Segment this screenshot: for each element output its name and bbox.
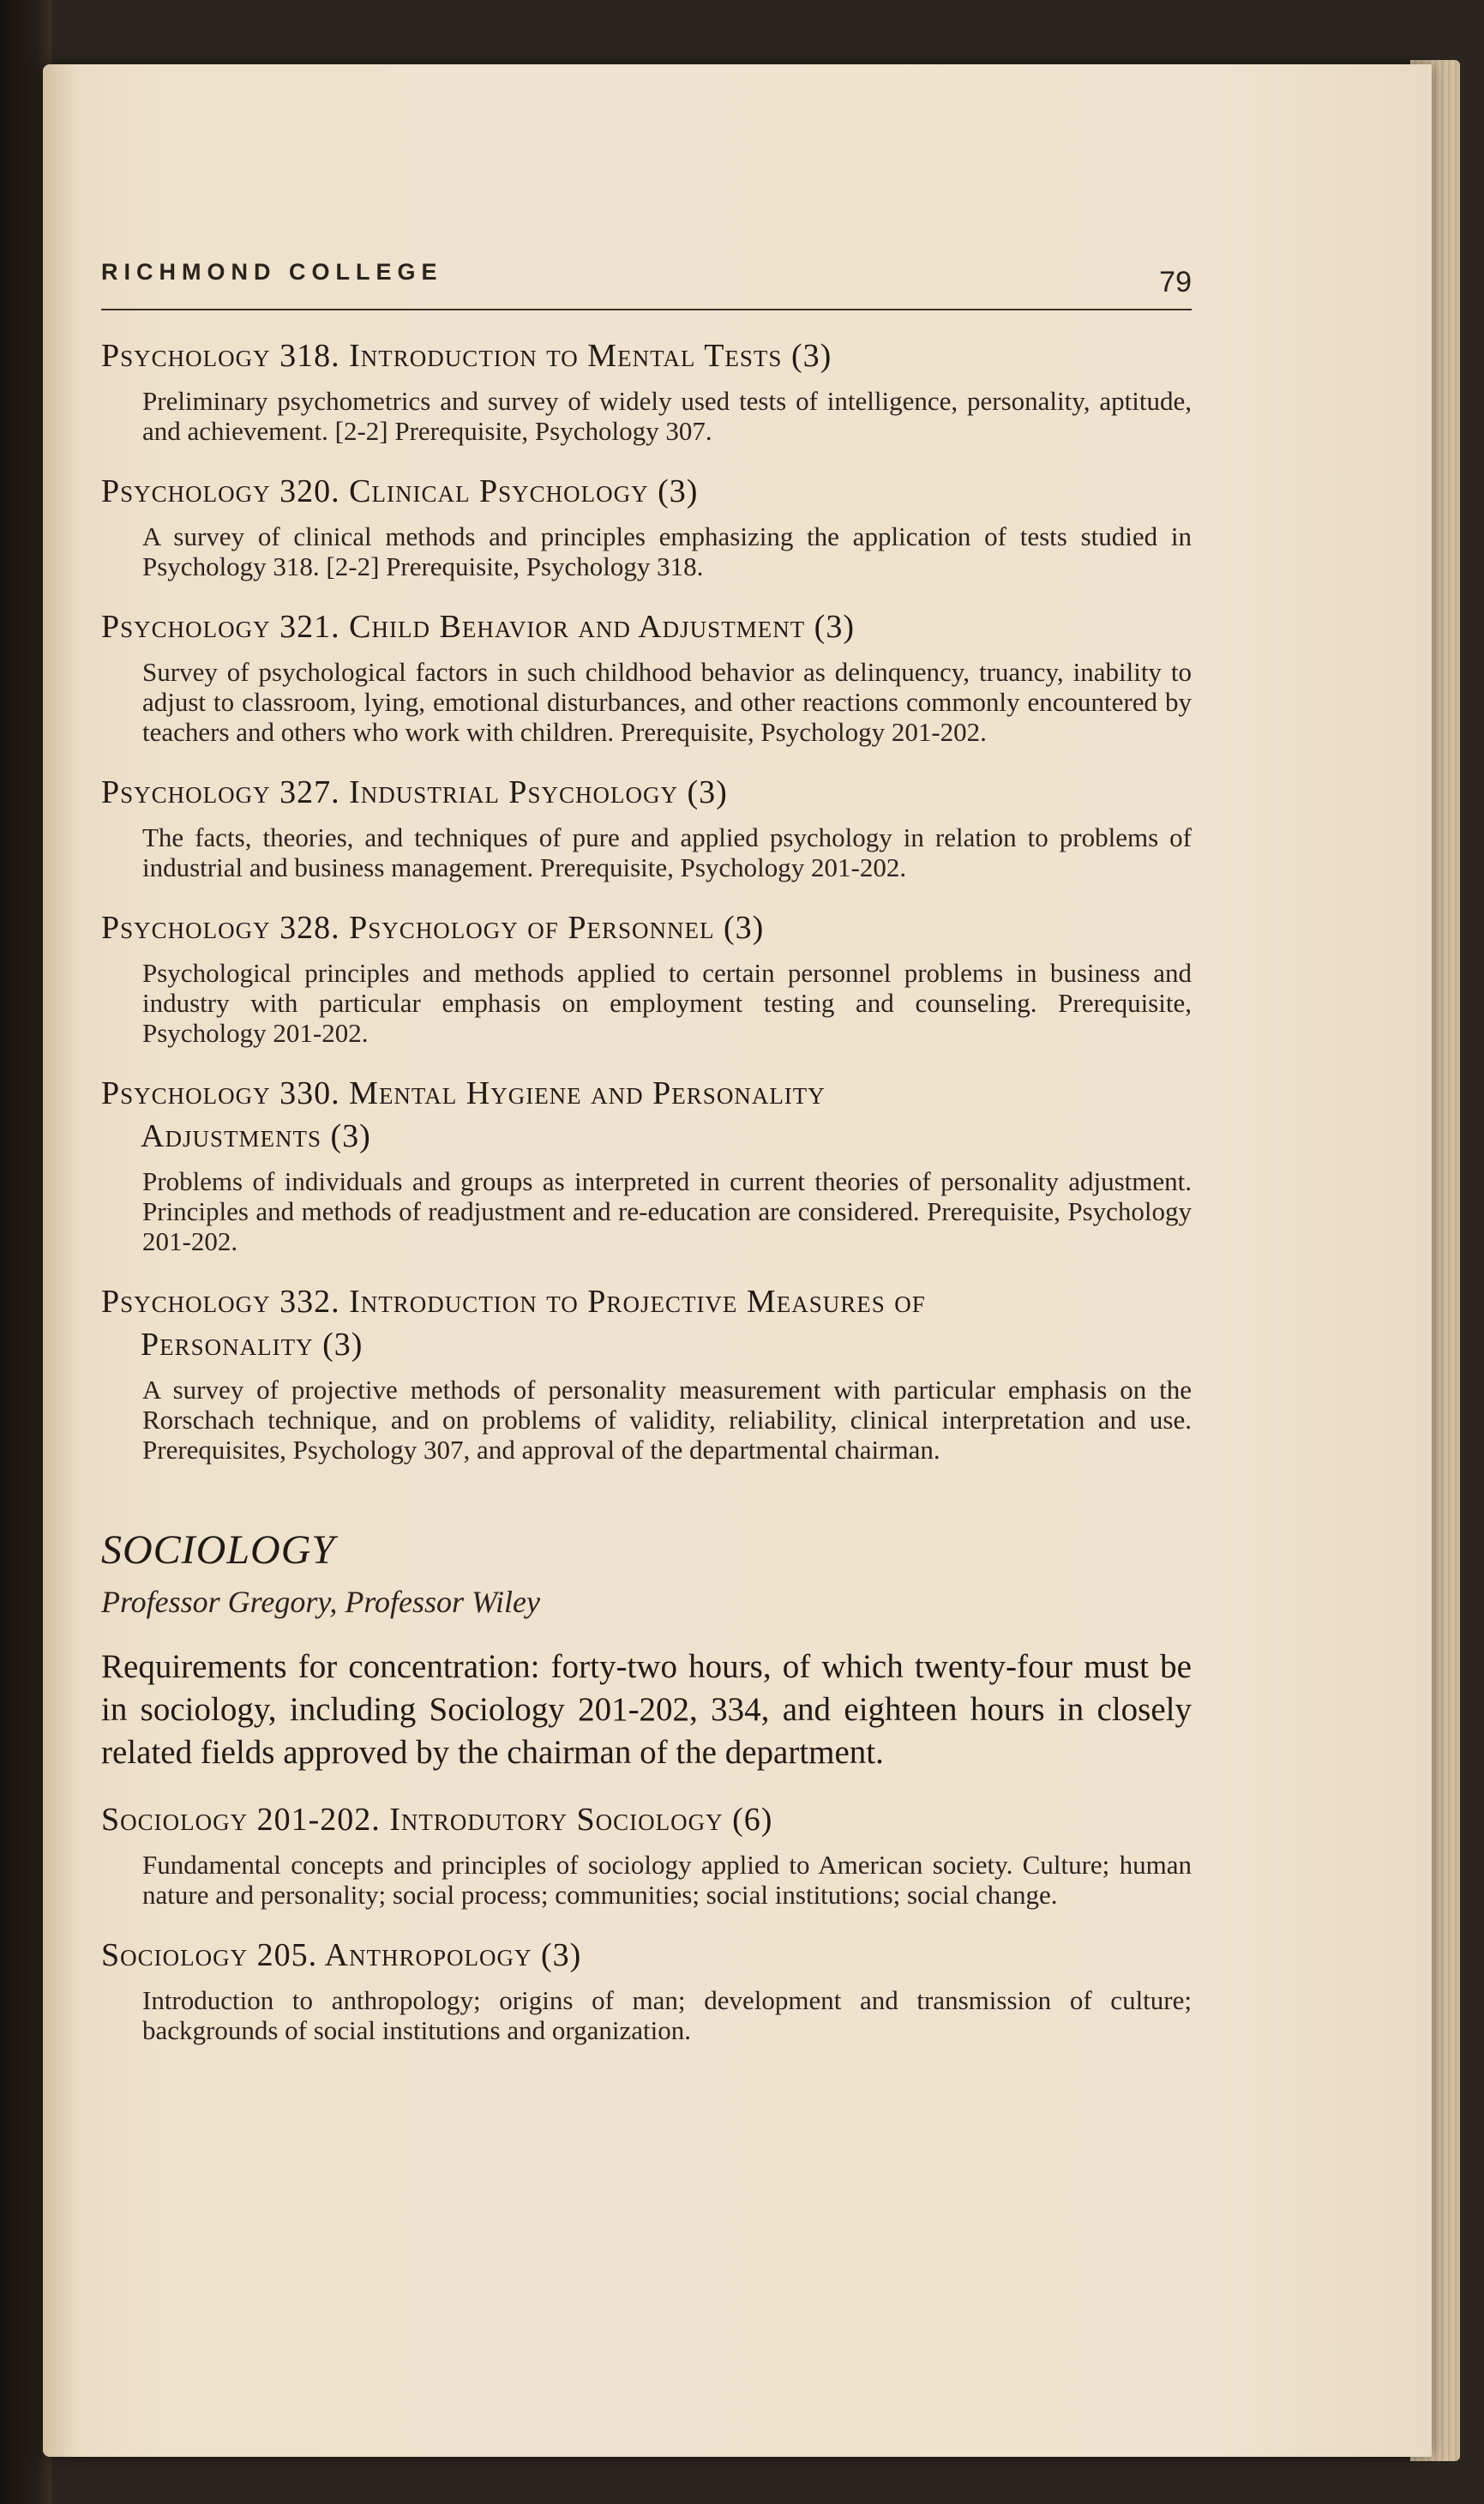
course-description: A survey of clinical methods and principles emphasizing the application of tests studied in Psychology 318. [2-2] Prerequisite, Psychology 318. — [142, 521, 1192, 581]
course-description: Problems of individuals and groups as interpreted in current theories of personality adjustment. Principles and methods of readjustment and re-education are considered. Prerequisite, Psychology 201-202. — [142, 1166, 1192, 1256]
course-number: Sociology 205. — [101, 1937, 318, 1973]
course-title — [101, 1934, 1192, 1977]
course-entry — [101, 605, 1192, 747]
course-title — [101, 906, 1192, 949]
course-description: Fundamental concepts and principles of sociology applied to American society. Culture; human nature and personality; social process; communities; social institutions; social change. — [142, 1850, 1192, 1910]
course-name-continued: Adjustments (3) — [141, 1118, 371, 1154]
course-number: Psychology 332. — [101, 1284, 340, 1320]
faculty-line: Professor Gregory, Professor Wiley — [101, 1585, 540, 1619]
course-title — [101, 771, 1192, 814]
course-number: Psychology 330. — [101, 1075, 340, 1111]
course-name: Psychology of Personnel (3) — [349, 910, 765, 946]
course-entry — [101, 1072, 1192, 1256]
course-number: Sociology 201-202. — [101, 1802, 381, 1838]
course-number: Psychology 320. — [101, 473, 340, 509]
page-number: 79 — [1159, 266, 1192, 298]
course-number: Psychology 318. — [101, 338, 340, 374]
running-head — [101, 240, 1192, 310]
course-number: Psychology 328. — [101, 910, 340, 946]
course-name: Introdutory Sociology (6) — [389, 1802, 773, 1838]
section-heading: SOCIOLOGY — [101, 1527, 336, 1573]
course-name: Anthropology (3) — [324, 1937, 582, 1973]
course-entry — [101, 470, 1192, 581]
course-entry — [101, 334, 1192, 446]
course-description: Survey of psychological factors in such childhood behavior as delinquency, truancy, inability to adjust to classroom, lying, emotional disturbances, and other reactions commonly encountered by teachers and others who work with children. Prerequisite, Psychology 201-202. — [142, 657, 1192, 747]
course-title — [101, 470, 1192, 513]
running-title: RICHMOND COLLEGE — [101, 259, 443, 285]
course-name: Child Behavior and Adjustment (3) — [349, 609, 855, 645]
course-name: Introduction to Projective Measures of — [349, 1284, 926, 1320]
course-name: Industrial Psychology (3) — [349, 774, 728, 810]
course-title — [101, 1280, 1192, 1366]
course-description: Psychological principles and methods applied to certain personnel problems in business and industry with particular emphasis on employment testing and counseling. Prerequisite, Psychology 201-202. — [142, 958, 1192, 1048]
course-description: Preliminary psychometrics and survey of widely used tests of intelligence, personality, aptitude, and achievement. [2-2] Prerequisite, Psychology 307. — [142, 386, 1192, 446]
course-title — [101, 605, 1192, 648]
course-entry — [101, 1280, 1192, 1465]
course-number: Psychology 327. — [101, 774, 340, 810]
course-entry — [101, 1934, 1192, 2045]
course-name: Introduction to Mental Tests (3) — [349, 338, 832, 374]
course-entry — [101, 771, 1192, 882]
course-entry — [101, 1798, 1192, 1910]
course-description: The facts, theories, and techniques of pure and applied psychology in relation to problems of industrial and business management. Prerequisite, Psychology 201-202. — [142, 822, 1192, 882]
course-title — [101, 1798, 1192, 1841]
concentration-requirements: Requirements for concentration: forty-two hours, of which twenty-four must be in sociology, including Sociology 201-202, 334, and eighteen hours in closely related fields approved by the chairman of the department. — [101, 1648, 1192, 1771]
course-description: A survey of projective methods of personality measurement with particular emphasis on the Rorschach technique, and on problems of validity, reliability, clinical interpretation and use. Prerequisites, Psychology 307, and approval of the departmental chairman. — [142, 1375, 1192, 1465]
course-number: Psychology 321. — [101, 609, 340, 645]
course-name: Mental Hygiene and Personality — [349, 1075, 826, 1111]
course-title — [101, 334, 1192, 377]
course-name-continued: Personality (3) — [141, 1327, 363, 1363]
course-title — [101, 1072, 1192, 1158]
course-description: Introduction to anthropology; origins of man; development and transmission of culture; backgrounds of social institutions and organization. — [142, 1985, 1192, 2045]
course-entry — [101, 906, 1192, 1048]
page-content — [101, 240, 1192, 2045]
course-name: Clinical Psychology (3) — [349, 473, 699, 509]
